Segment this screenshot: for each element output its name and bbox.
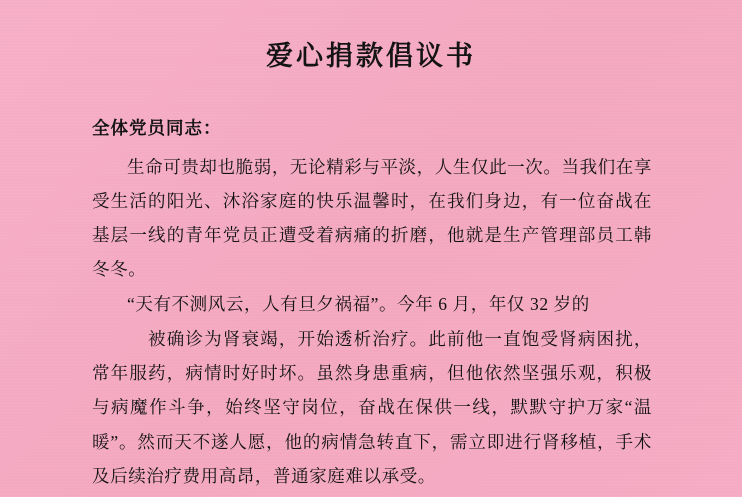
paragraph-1: 生命可贵却也脆弱，无论精彩与平淡，人生仅此一次。当我们在享受生活的阳光、沐浴家庭的快乐温馨时，在我们身边，有一位奋战在基层一线的青年党员正遭受着病痛的折磨，他就是生产管理部员工韩冬冬。 bbox=[92, 156, 652, 279]
document-body bbox=[60, 114, 682, 493]
page-title: 爱心捐款倡议书 bbox=[266, 41, 476, 71]
paragraph-3: 被确诊为肾衰竭，开始透析治疗。此前他一直饱受肾病困扰，常年服药，病情时好时坏。虽然身患重病，但他依然坚强乐观，积极与病魔作斗争，始终坚守岗位，奋战在保供一线，默默守护万家“温暖”。然而天不遂人愿，他的病情急转直下，需立即进行肾移植，手术及后续治疗费用高昂，普通家庭难以承受。 bbox=[92, 329, 652, 486]
paragraph-2: “天有不测风云，人有旦夕祸福”。今年 6 月，年仅 32 岁的 bbox=[127, 294, 590, 315]
salutation: 全体党员同志： bbox=[92, 117, 222, 138]
